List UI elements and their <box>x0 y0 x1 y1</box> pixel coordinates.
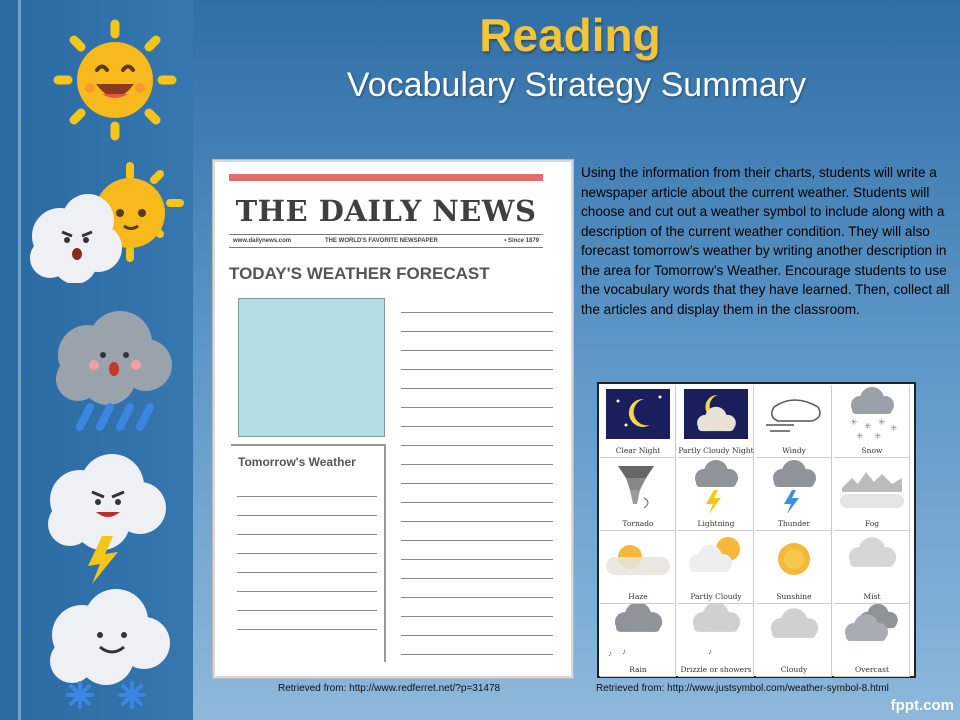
symbol-cell <box>600 458 676 531</box>
newspaper-subline <box>229 234 543 248</box>
writing-line <box>401 407 553 408</box>
symbol-cell <box>600 604 676 677</box>
cloudy-icon <box>756 604 832 662</box>
symbol-label: Partly Cloudy Night <box>678 446 754 455</box>
writing-line <box>237 610 377 611</box>
writing-line <box>401 426 553 427</box>
svg-text:✳: ✳ <box>856 432 864 442</box>
strategy-description: Using the information from their charts, students will write a newspaper article about the current weather. Students will choose and cut out a weather symbol to include along with a description of the current weather condition. They will also forecast tomorrow’s weather by writing another description in the area for Tomorrow’s Weather. Encourage students to use the vocabulary words that they have learned. Then, collect all the articles and display them in the classroom. <box>581 165 950 317</box>
symbol-label: Drizzle or showers <box>680 665 752 674</box>
symbol-cell <box>834 458 910 531</box>
writing-line <box>401 331 553 332</box>
symbol-label: Rain <box>629 665 647 674</box>
writing-line <box>401 578 553 579</box>
newspaper-credit: Retrieved from: http://www.redferret.net/?p=31478 <box>278 683 501 694</box>
moon-stars-icon <box>600 385 676 443</box>
svg-text:♪: ♪ <box>708 647 712 656</box>
snow-cloud-icon <box>42 585 177 715</box>
symbol-label: Sunshine <box>776 592 812 601</box>
writing-line <box>401 483 553 484</box>
symbol-label: Lightning <box>697 519 735 528</box>
writing-line <box>401 388 553 389</box>
writing-line <box>237 629 377 630</box>
symbol-label: Thunder <box>777 519 811 528</box>
writing-line <box>401 521 553 522</box>
symbol-cell <box>678 458 754 531</box>
overcast-icon <box>834 604 910 662</box>
sunshine-icon <box>756 531 832 589</box>
symbol-label: Snow <box>861 446 883 455</box>
writing-line <box>401 559 553 560</box>
writing-line <box>237 591 377 592</box>
mist-icon <box>834 531 910 589</box>
partly-cloudy-icon <box>678 531 754 589</box>
symbol-label: Tornado <box>622 519 654 528</box>
sidebar <box>0 0 193 720</box>
thunder-icon <box>756 458 832 516</box>
symbol-label: Mist <box>863 592 881 601</box>
newspaper-template <box>213 160 573 678</box>
symbol-cell <box>678 531 754 604</box>
symbol-label: Partly Cloudy <box>690 592 742 601</box>
forecast-heading: TODAY'S WEATHER FORECAST <box>229 264 490 283</box>
symbol-label: Clear Night <box>615 446 661 455</box>
svg-text:✳: ✳ <box>850 418 858 428</box>
writing-line <box>401 635 553 636</box>
svg-text:✳: ✳ <box>864 422 872 432</box>
weather-symbols-chart <box>597 382 916 678</box>
writing-line <box>237 515 377 516</box>
writing-line <box>401 369 553 370</box>
rain-cloud-icon <box>48 305 178 440</box>
cloudy-night-icon <box>678 385 754 443</box>
symbol-cell <box>756 604 832 677</box>
svg-text:♪: ♪ <box>608 649 612 658</box>
angry-cloud-sun-icon <box>20 158 185 283</box>
writing-line <box>237 534 377 535</box>
writing-line <box>401 502 553 503</box>
writing-line <box>237 572 377 573</box>
page-subtitle: Vocabulary Strategy Summary <box>346 66 807 104</box>
symbol-cell <box>834 385 910 458</box>
newspaper-tagline: THE WORLD'S FAVORITE NEWSPAPER <box>325 238 438 244</box>
thunder-cloud-icon <box>40 450 170 585</box>
symbol-cell <box>756 531 832 604</box>
writing-line <box>237 496 377 497</box>
writing-line <box>401 445 553 446</box>
writing-line <box>401 616 553 617</box>
watermark: fppt.com <box>890 697 954 714</box>
tomorrow-weather-label: Tomorrow's Weather <box>238 455 356 469</box>
fog-icon <box>834 458 910 516</box>
symbol-cell <box>600 385 676 458</box>
windy-cloud-icon <box>756 385 832 443</box>
symbol-cell <box>600 531 676 604</box>
haze-icon <box>600 531 676 589</box>
symbol-cell <box>834 604 910 677</box>
svg-text:✳: ✳ <box>890 424 898 434</box>
svg-text:✳: ✳ <box>878 418 886 428</box>
symbols-credit: Retrieved from: http://www.justsymbol.com/weather-symbol-8.html <box>596 683 889 694</box>
drizzle-icon <box>678 604 754 662</box>
symbol-cell <box>756 458 832 531</box>
snow-icon <box>834 385 910 443</box>
symbol-label: Fog <box>864 519 880 528</box>
writing-line <box>401 350 553 351</box>
symbol-cell <box>756 385 832 458</box>
newspaper-since: • Since 1879 <box>504 238 539 244</box>
rain-icon <box>600 604 676 662</box>
newspaper-masthead: THE DAILY NEWS <box>235 194 537 228</box>
writing-line <box>401 597 553 598</box>
sidebar-stripe <box>18 0 21 720</box>
writing-line <box>401 312 553 313</box>
svg-text:✳: ✳ <box>874 432 882 442</box>
writing-line <box>401 540 553 541</box>
masthead-bar <box>229 174 543 181</box>
symbol-label: Cloudy <box>780 665 808 674</box>
svg-text:♪: ♪ <box>622 647 626 656</box>
lightning-icon <box>678 458 754 516</box>
page-title: Reading <box>479 9 661 61</box>
symbol-label: Haze <box>628 592 648 601</box>
writing-line <box>401 464 553 465</box>
tornado-icon <box>600 458 676 516</box>
weather-symbol-box <box>238 298 385 437</box>
writing-line <box>237 553 377 554</box>
symbol-label: Windy <box>782 446 806 455</box>
writing-line <box>401 654 553 655</box>
symbol-cell <box>678 604 754 677</box>
symbol-cell <box>678 385 754 458</box>
symbol-label: Overcast <box>855 665 889 674</box>
newspaper-site: www.dailynews.com <box>233 238 292 244</box>
symbol-cell <box>834 531 910 604</box>
